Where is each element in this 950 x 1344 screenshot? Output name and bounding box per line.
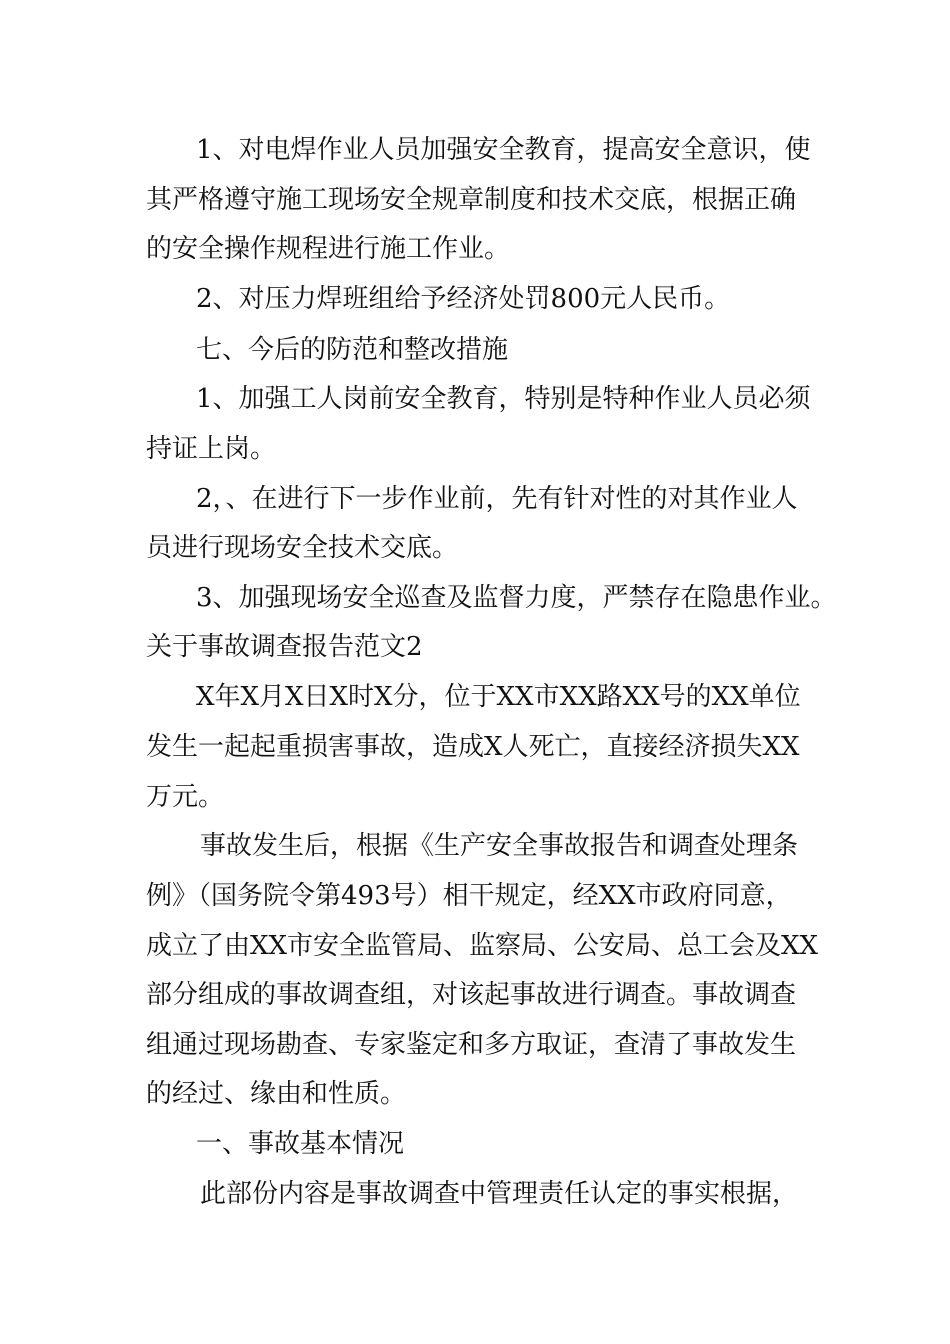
text-line: 员进行现场安全技术交底。 xyxy=(146,533,459,563)
text-line: 部分组成的事故调查组，对该起事故进行调查。事故调查 xyxy=(146,980,797,1010)
section-heading: 一、事故基本情况 xyxy=(196,1129,405,1159)
text-line: 持证上岗。 xyxy=(146,434,277,464)
text-line: 成立了由XX市安全监管局、监察局、公安局、总工会及XX xyxy=(146,931,819,961)
text-line: 万元。 xyxy=(146,782,225,812)
text-line: 此部份内容是事故调查中管理责任认定的事实根据， xyxy=(200,1179,799,1209)
text-line: 的经过、缘由和性质。 xyxy=(146,1079,407,1109)
article-title: 关于事故调查报告范文2 xyxy=(146,632,423,662)
text-line: 组通过现场勘查、专家鉴定和多方取证，查清了事故发生 xyxy=(146,1030,797,1060)
text-line: X年X月X日X时X分，位于XX市XX路XX号的XX单位 xyxy=(196,682,801,712)
text-line: 2，、在进行下一步作业前，先有针对性的对其作业人 xyxy=(196,484,798,514)
text-line: 事故发生后，根据《生产安全事故报告和调查处理条 xyxy=(200,831,799,861)
text-line: 3、加强现场安全巡查及监督力度，严禁存在隐患作业。 xyxy=(196,583,837,613)
text-line: 的安全操作规程进行施工作业。 xyxy=(146,234,511,264)
text-line: 1、对电焊作业人员加强安全教育，提高安全意识，使 xyxy=(196,135,811,165)
section-heading: 七、今后的防范和整改措施 xyxy=(196,335,509,365)
text-line: 发生一起起重损害事故，造成X人死亡，直接经济损失XX xyxy=(146,732,800,762)
text-line: 2、对压力焊班组给予经济处罚800元人民币。 xyxy=(196,284,731,314)
text-line: 其严格遵守施工现场安全规章制度和技术交底，根据正确 xyxy=(146,185,797,215)
text-line: 例》（国务院令第493号）相干规定，经XX市政府同意， xyxy=(146,881,792,911)
text-line: 1、加强工人岗前安全教育，特别是特种作业人员必须 xyxy=(196,384,811,414)
